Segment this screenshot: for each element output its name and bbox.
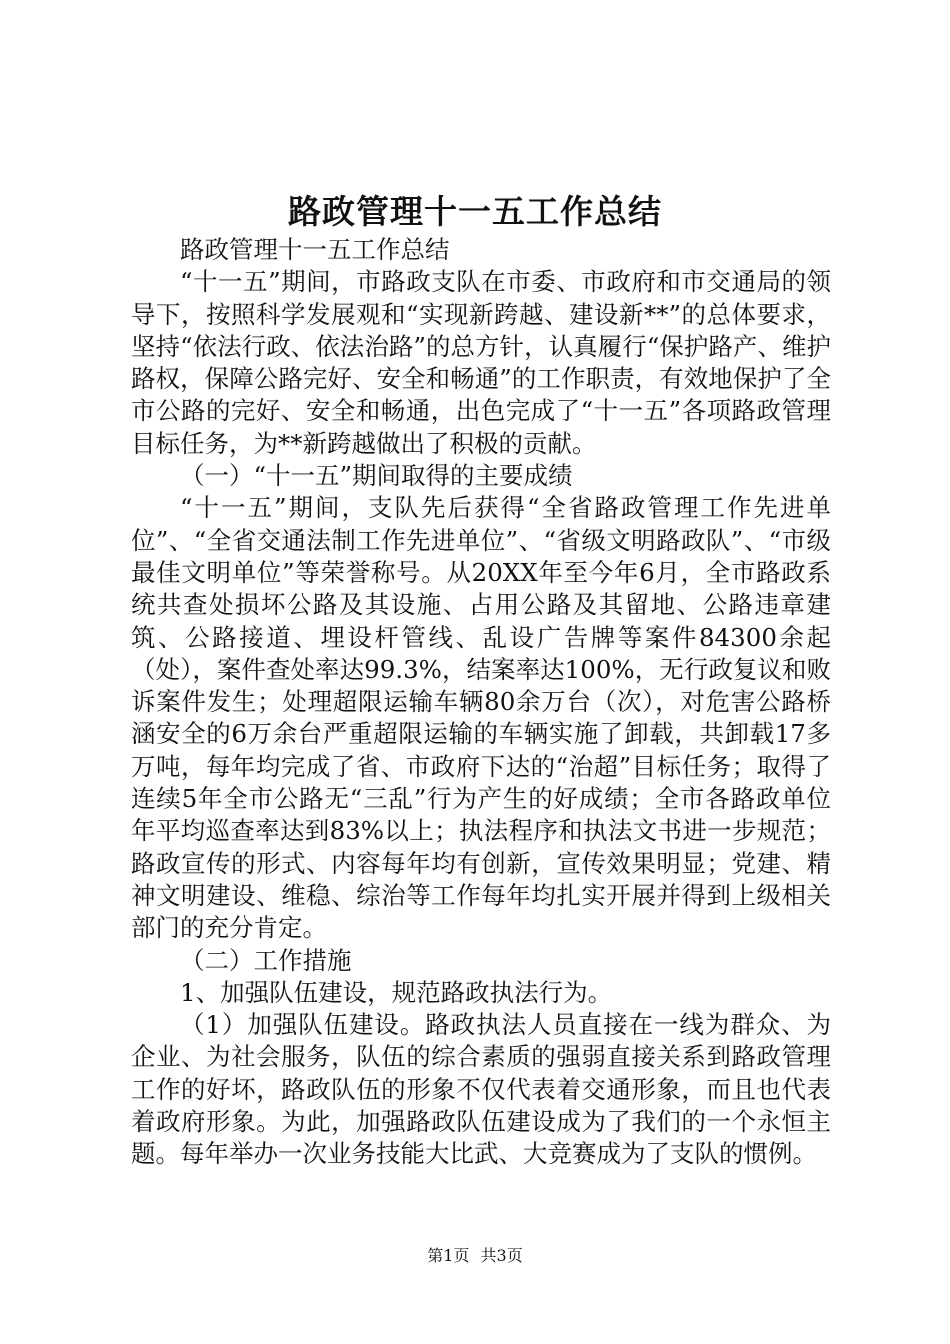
document-title: 路政管理十一五工作总结 — [288, 192, 662, 231]
section-heading-measures: （二）工作措施 — [180, 945, 352, 975]
page-footer — [0, 1243, 950, 1266]
paragraph-team-building: （1）加强队伍建设。路政执法人员直接在一线为群众、为企业、为社会服务，队伍的综合素质的强弱直接关系到路政管理工作的好坏，路政队伍的形象不仅代表着交通形象，而且也代表着政府形象。为此，加强路政队伍建设成为了我们的一个永恒主题。每年举办一次业务技能大比武、大竞赛成为了支队的惯例。 — [131, 1010, 831, 1169]
document-body — [131, 234, 831, 1171]
paragraph-heading-repeat: 路政管理十一五工作总结 — [180, 235, 450, 264]
page-total: 共3页 — [480, 1246, 523, 1265]
page-number: 第1页 — [427, 1246, 470, 1265]
paragraph-intro: “十一五”期间，市路政支队在市委、市政府和市交通局的领导下，按照科学发展观和“实现新跨越、建设新**”的总体要求，坚持“依法行政、依法治路”的总方针，认真履行“保护路产、维护路权，保障公路完好、安全和畅通”的工作职责，有效地保护了全市公路的完好、安全和畅通，出色完成了“十一五”各项路政管理目标任务，为**新跨越做出了积极的贡献。 — [131, 267, 831, 458]
subheading-team-building: 1、加强队伍建设，规范路政执法行为。 — [180, 977, 613, 1007]
paragraph-achievements: “十一五”期间，支队先后获得“全省路政管理工作先进单位”、“全省交通法制工作先进单位”、“省级文明路政队”、“市级最佳文明单位”等荣誉称号。从20XX年至今年6月，全市路政系统共查处损坏公路及其设施、占用公路及其留地、公路违章建筑、公路接道、埋设杆管线、乱设广告牌等案件84300余起（处），案件查处率达99.3%，结案率达100%，无行政复议和败诉案件发生；处理超限运输车辆80余万台（次），对危害公路桥涵安全的6万余台严重超限运输的车辆实施了卸载，共卸载17多万吨，每年均完成了省、市政府下达的“治超”目标任务；取得了连续5年全市公路无“三乱”行为产生的好成绩；全市各路政单位年平均巡查率达到83%以上；执法程序和执法文书进一步规范；路政宣传的形式、内容每年均有创新，宣传效果明显；党建、精神文明建设、维稳、综治等工作每年均扎实开展并得到上级相关部门的充分肯定。 — [131, 493, 831, 943]
section-heading-achievements: （一）“十一五”期间取得的主要成绩 — [180, 461, 573, 491]
